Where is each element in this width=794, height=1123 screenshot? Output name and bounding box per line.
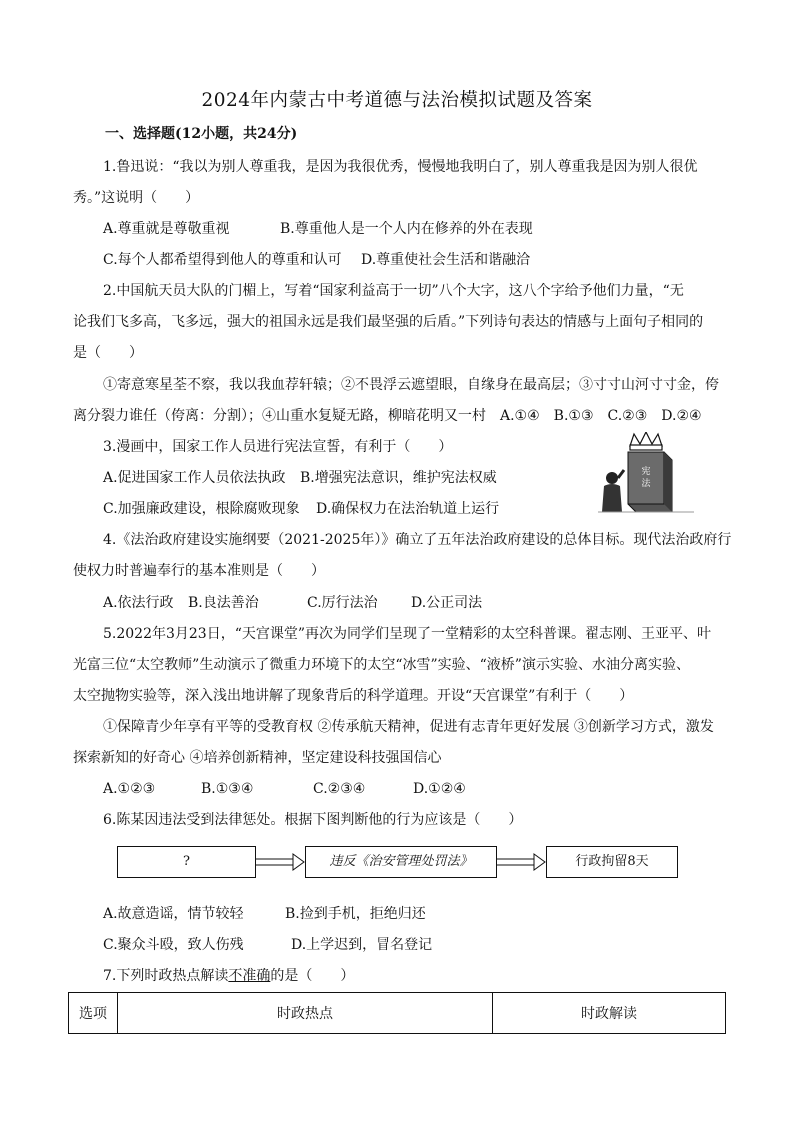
q4-option-a: A.依法行政 <box>103 595 174 611</box>
q4-line1: 4.《法治政府建设实施纲要（2021-2025年）》确立了五年法治政府建设的总体目标。现代法治政府行 <box>103 532 732 548</box>
q4-option-b: B.良法善治 <box>188 595 259 611</box>
constitution-book <box>628 452 664 504</box>
q3-option-a: A.促进国家工作人员依法执政 <box>103 470 286 486</box>
q7-text-post: 的是（ ） <box>270 968 355 984</box>
q6-option-c: C.聚众斗殴，致人伤残 <box>103 937 244 953</box>
q3-option-b: B.增强宪法意识，维护宪法权威 <box>300 470 497 486</box>
q7-line1 <box>103 966 354 986</box>
q3-option-d: D.确保权力在法治轨道上运行 <box>316 501 500 517</box>
q1-option-a: A.尊重就是尊敬重视 <box>103 221 230 237</box>
section-heading: 一、选择题(12小题，共24分) <box>105 126 298 142</box>
table-header-option: 选项 <box>69 993 118 1034</box>
flow-box-unknown-act: ? <box>117 846 256 878</box>
q1-option-b: B.尊重他人是一个人内在修养的外在表现 <box>280 221 533 237</box>
table-header-row <box>69 993 726 1034</box>
q2-line4: ①寄意寒星荃不察，我以我血荐轩辕；②不畏浮云遮望眼，自缘身在最高层；③寸寸山河寸寸金，侉 <box>103 377 719 393</box>
q5-line4: ①保障青少年享有平等的受教育权 ②传承航天精神，促进有志青年更好发展 ③创新学习方式，激发 <box>103 719 714 735</box>
person-figure <box>606 472 618 484</box>
q5-line1: 5.2022年3月23日，“天宫课堂”再次为同学们呈现了一堂精彩的太空科普课。翟志刚、王亚平、叶 <box>103 626 712 642</box>
table-header-interpretation: 时政解读 <box>493 993 726 1034</box>
q4-option-c: C.厉行法治 <box>307 595 378 611</box>
q5-line2: 光富三位“太空教师”生动演示了微重力环境下的太空“冰雪”实验、“液桥”演示实验、水油分离实验、 <box>73 657 690 673</box>
table-header-hotspot: 时政热点 <box>118 993 493 1034</box>
q2-line5: 离分裂力谁任（侉离：分割）；④山重水复疑无路，柳暗花明又一村 A.①④ B.①③ C.②③ D.②④ <box>73 408 702 424</box>
flow-box-penalty: 行政拘留8天 <box>546 846 678 878</box>
q5-option-c: C.②③④ <box>313 781 366 797</box>
q5-line3: 太空抛物实验等，深入浅出地讲解了现象背后的科学道理。开设“天宫课堂”有利于（ ） <box>73 688 634 704</box>
q6-option-d: D.上学迟到，冒名登记 <box>291 937 433 953</box>
q1-option-c: C.每个人都希望得到他人的尊重和认可 <box>103 252 342 268</box>
q1-option-d: D.尊重使社会生活和谐融洽 <box>361 252 531 268</box>
q6-option-b: B.捡到手机，拒绝归还 <box>285 906 426 922</box>
crown-icon <box>630 432 662 446</box>
q2-line1: 2.中国航天员大队的门楣上，写着“国家利益高于一切”八个大字，这八个字给予他们力量，“无 <box>103 283 684 299</box>
svg-text:法: 法 <box>641 479 651 489</box>
q3-line1: 3.漫画中，国家工作人员进行宪法宣誓，有利于（ ） <box>103 439 453 455</box>
q4-option-d: D.公正司法 <box>411 595 483 611</box>
q1-line2: 秀。”这说明（ ） <box>73 190 200 206</box>
q7-text-pre: 7.下列时政热点解读 <box>103 968 229 984</box>
q5-option-b: B.①③④ <box>201 781 254 797</box>
q2-line3: 是（ ） <box>73 345 143 361</box>
book-title: 宪 <box>641 467 651 477</box>
q5-option-d: D.①②④ <box>413 781 466 797</box>
q1-line1: 1.鲁迅说：“我以为别人尊重我，是因为我很优秀，慢慢地我明白了，别人尊重我是因为别人很优 <box>103 159 698 175</box>
q5-option-a: A.①②③ <box>103 781 156 797</box>
constitution-oath-cartoon <box>598 432 694 516</box>
q2-line2: 论我们飞多高，飞多远，强大的祖国永远是我们最坚强的后盾。”下列诗句表达的情感与上面句子相同的 <box>73 314 704 330</box>
q7-table <box>68 992 726 1034</box>
flow-box-violation: 违反《治安管理处罚法》 <box>305 846 497 878</box>
q4-line2: 使权力时普遍奉行的基本准则是（ ） <box>73 563 325 579</box>
double-arrow-icon <box>255 852 305 872</box>
double-arrow-icon <box>496 852 546 872</box>
page-title: 2024年内蒙古中考道德与法治模拟试题及答案 <box>201 90 593 111</box>
q7-text-underlined: 不准确 <box>228 968 271 984</box>
q6-option-a: A.故意造谣，情节较轻 <box>103 906 244 922</box>
q5-line5: 探索新知的好奇心 ④培养创新精神，坚定建设科技强国信心 <box>73 750 442 766</box>
q6-line1: 6.陈某因违法受到法律惩处。根据下图判断他的行为应该是（ ） <box>103 812 523 828</box>
q3-option-c: C.加强廉政建设，根除腐败现象 <box>103 501 300 517</box>
